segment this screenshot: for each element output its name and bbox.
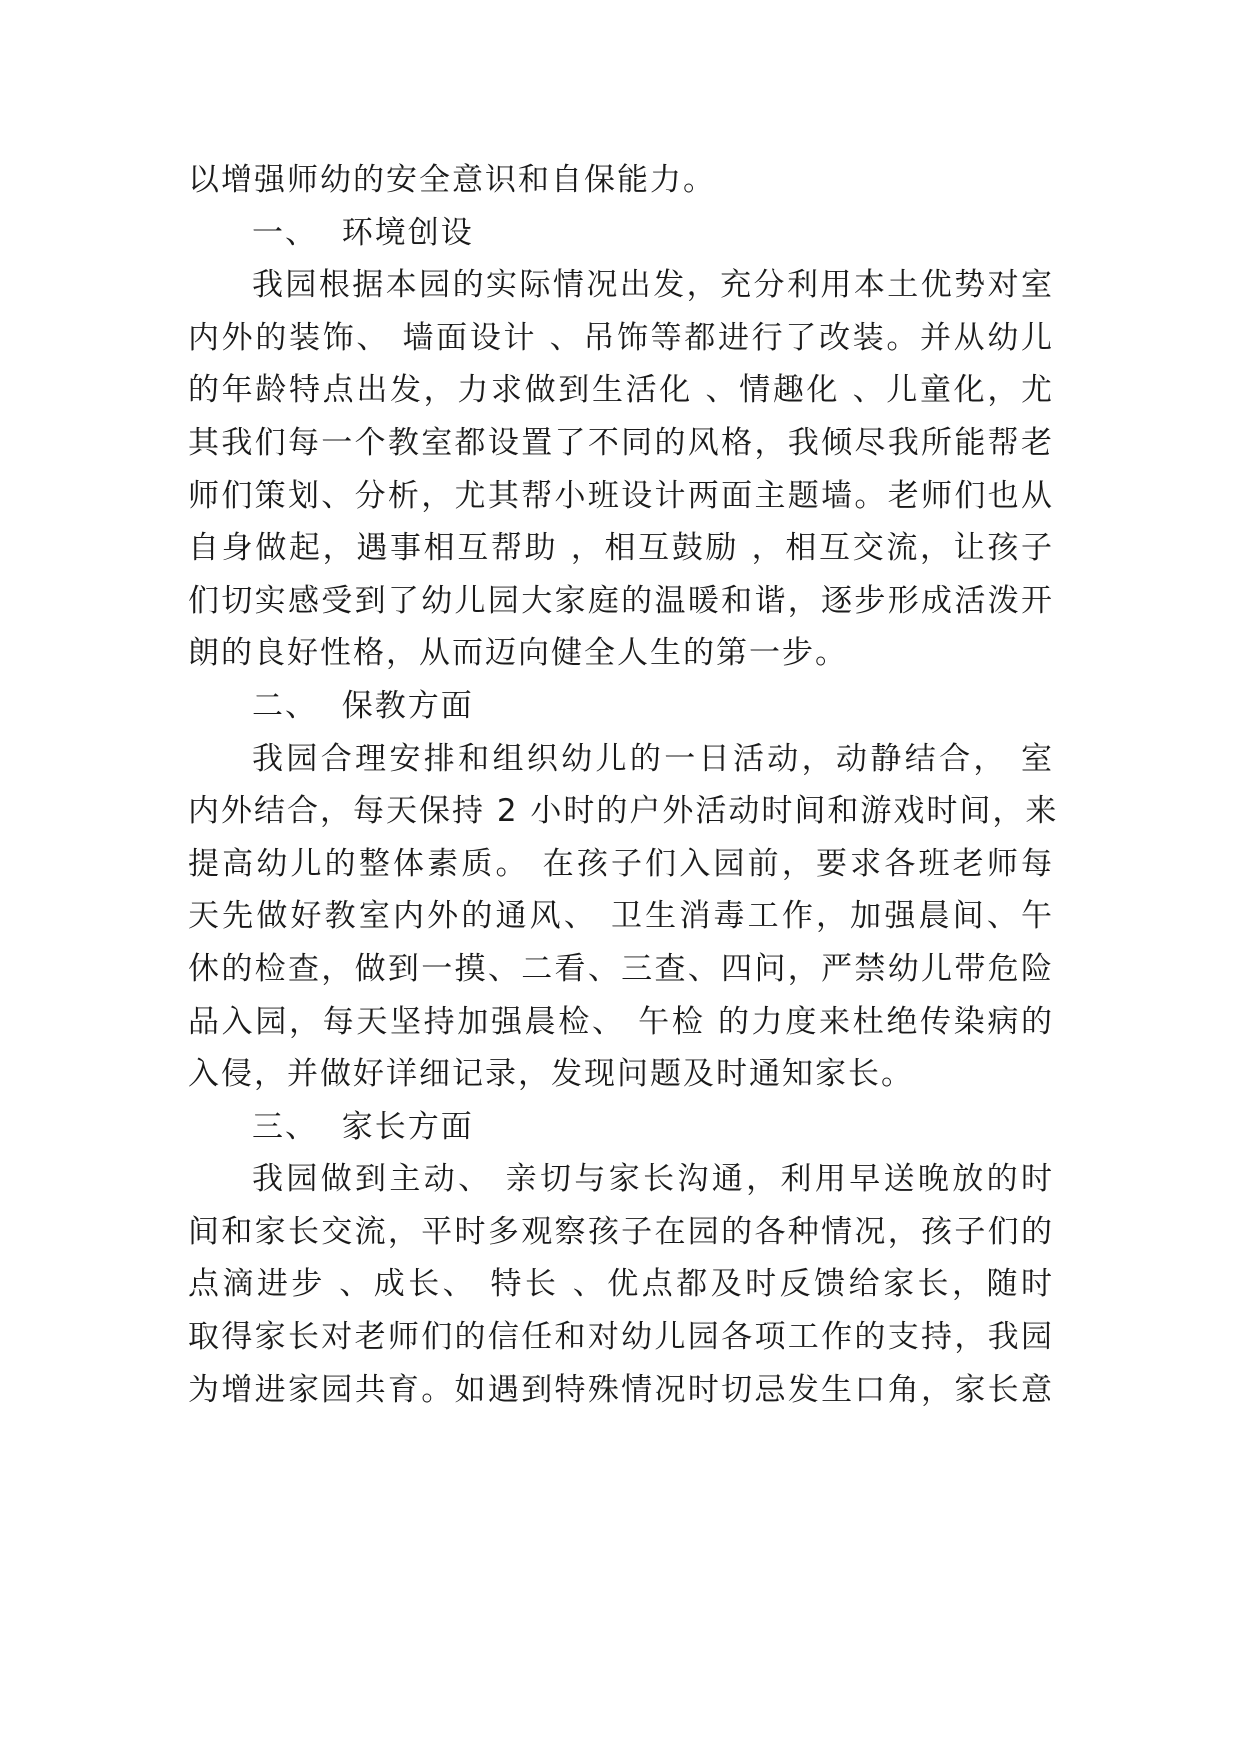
paragraph-line: 点滴进步 、成长、 特长 、优点都及时反馈给家长，随时 xyxy=(188,1266,1054,1303)
paragraph-line: 取得家长对老师们的信任和对幼儿园各项工作的支持，我园 xyxy=(188,1319,1054,1356)
paragraph-line: 其我们每一个教室都设置了不同的风格，我倾尽我所能帮老 xyxy=(188,424,1054,461)
paragraph-line: 入侵，并做好详细记录，发现问题及时通知家长。 xyxy=(188,1056,914,1093)
paragraph-line: 我园根据本园的实际情况出发，充分利用本土优势对室 xyxy=(252,267,1054,304)
paragraph-line: 以增强师幼的安全意识和自保能力。 xyxy=(188,162,716,198)
section-heading-parents: 三、 家长方面 xyxy=(252,1108,474,1145)
paragraph-line: 休的检查，做到一摸、二看、三查、四问，严禁幼儿带危险 xyxy=(188,950,1054,987)
section-heading-care-education: 二、 保教方面 xyxy=(252,687,474,724)
paragraph-line: 内外的装饰、 墙面设计 、吊饰等都进行了改装。并从幼儿 xyxy=(188,319,1054,356)
paragraph-line: 天先做好教室内外的通风、 卫生消毒工作，加强晨间、午 xyxy=(188,898,1054,935)
paragraph-line: 自身做起，遇事相互帮助 ，相互鼓励 ，相互交流，让孩子 xyxy=(188,530,1054,567)
paragraph-line: 师们策划、分析，尤其帮小班设计两面主题墙。老师们也从 xyxy=(188,477,1054,514)
paragraph-line: 内外结合，每天保持 2 小时的户外活动时间和游戏时间，来 xyxy=(188,793,1059,830)
paragraph-line: 品入园，每天坚持加强晨检、 午检 的力度来杜绝传染病的 xyxy=(188,1003,1054,1040)
paragraph-line: 的年龄特点出发，力求做到生活化 、情趣化 、儿童化，尤 xyxy=(188,372,1054,409)
paragraph-line: 们切实感受到了幼儿园大家庭的温暖和谐，逐步形成活泼开 xyxy=(188,582,1054,619)
paragraph-line: 提高幼儿的整体素质。 在孩子们入园前，要求各班老师每 xyxy=(188,845,1054,882)
document-body xyxy=(188,154,1059,1416)
paragraph-line: 朗的良好性格，从而迈向健全人生的第一步。 xyxy=(188,635,848,672)
paragraph-line: 间和家长交流，平时多观察孩子在园的各种情况，孩子们的 xyxy=(188,1213,1054,1250)
section-heading-environment: 一、 环境创设 xyxy=(252,214,474,251)
paragraph-line: 我园做到主动、 亲切与家长沟通，利用早送晚放的时 xyxy=(252,1161,1054,1198)
paragraph-line: 我园合理安排和组织幼儿的一日活动，动静结合， 室 xyxy=(252,740,1054,777)
paragraph-line: 为增进家园共育。如遇到特殊情况时切忌发生口角，家长意 xyxy=(188,1371,1054,1408)
